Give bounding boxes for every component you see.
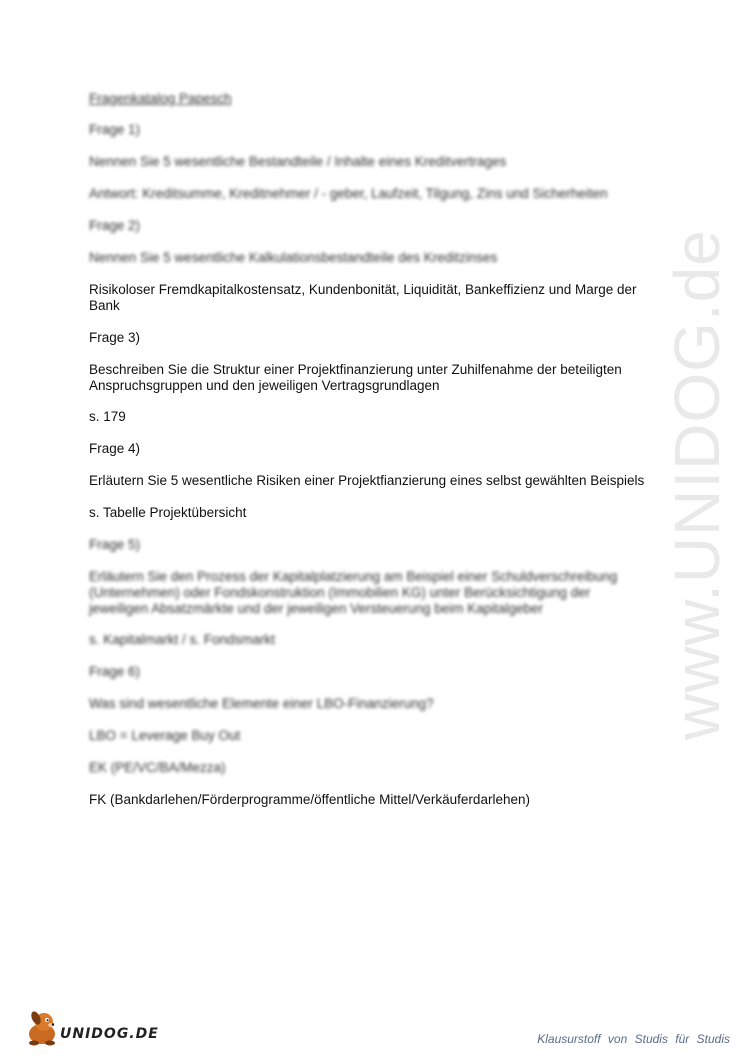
- dog-icon: [22, 1008, 62, 1048]
- question-text: Erläutern Sie 5 wesentliche Risiken einer Projektfianzierung eines selbst gewählten Beispiels: [89, 473, 645, 488]
- answer-text: Antwort: Kreditsumme, Kreditnehmer / - geber, Laufzeit, Tilgung, Zins und Sicherheiten: [89, 186, 608, 201]
- question-text: Nennen Sie 5 wesentliche Bestandteile / Inhalte eines Kreditvertrages: [89, 154, 507, 169]
- footer-tagline: Klausurstoff von Studis für Studis: [537, 1032, 730, 1046]
- logo-text: UNIDOG.DE: [60, 1026, 159, 1042]
- question-heading: Frage 2): [89, 218, 141, 233]
- question-text: Erläutern Sie den Prozess der Kapitalplatzierung am Beispiel einer Schuldverschreibung (Unternehmen) oder Fondskonstruktion (Immobilien KG) unter Berücksichtigung der jeweiligen Absatzmärkte und der jeweiligen Versteuerung beim Kapitalgeber: [89, 569, 618, 616]
- document-title: Fragenkatalog Papesch: [89, 91, 232, 106]
- question-text: Was sind wesentliche Elemente einer LBO-Finanzierung?: [89, 696, 434, 711]
- question-heading: Frage 5): [89, 537, 141, 552]
- question-heading: Frage 6): [89, 664, 141, 679]
- answer-text: FK (Bankdarlehen/Förderprogramme/öffentliche Mittel/Verkäuferdarlehen): [89, 792, 530, 807]
- question-text: Beschreiben Sie die Struktur einer Projektfinanzierung unter Zuhilfenahme der beteiligten Anspruchsgruppen und den jeweiligen Vertragsgrundlagen: [89, 362, 622, 393]
- answer-text: EK (PE/VC/BA/Mezza): [89, 760, 226, 775]
- answer-text: s. Kapitalmarkt / s. Fondsmarkt: [89, 632, 276, 647]
- question-heading: Frage 4): [89, 441, 141, 456]
- watermark: www.UNIDOG.de: [661, 229, 733, 740]
- unidog-logo: [22, 1008, 162, 1048]
- question-heading: Frage 3): [89, 330, 141, 345]
- answer-text: s. 179: [89, 409, 126, 424]
- answer-text: s. Tabelle Projektübersicht: [89, 505, 247, 520]
- question-text: Nennen Sie 5 wesentliche Kalkulationsbestandteile des Kreditzinses: [89, 250, 498, 265]
- answer-text: LBO = Leverage Buy Out: [89, 728, 241, 743]
- question-heading: Frage 1): [89, 122, 141, 137]
- answer-text: Risikoloser Fremdkapitalkostensatz, Kundenbonität, Liquidität, Bankeffizienz und Marge der Bank: [89, 282, 637, 313]
